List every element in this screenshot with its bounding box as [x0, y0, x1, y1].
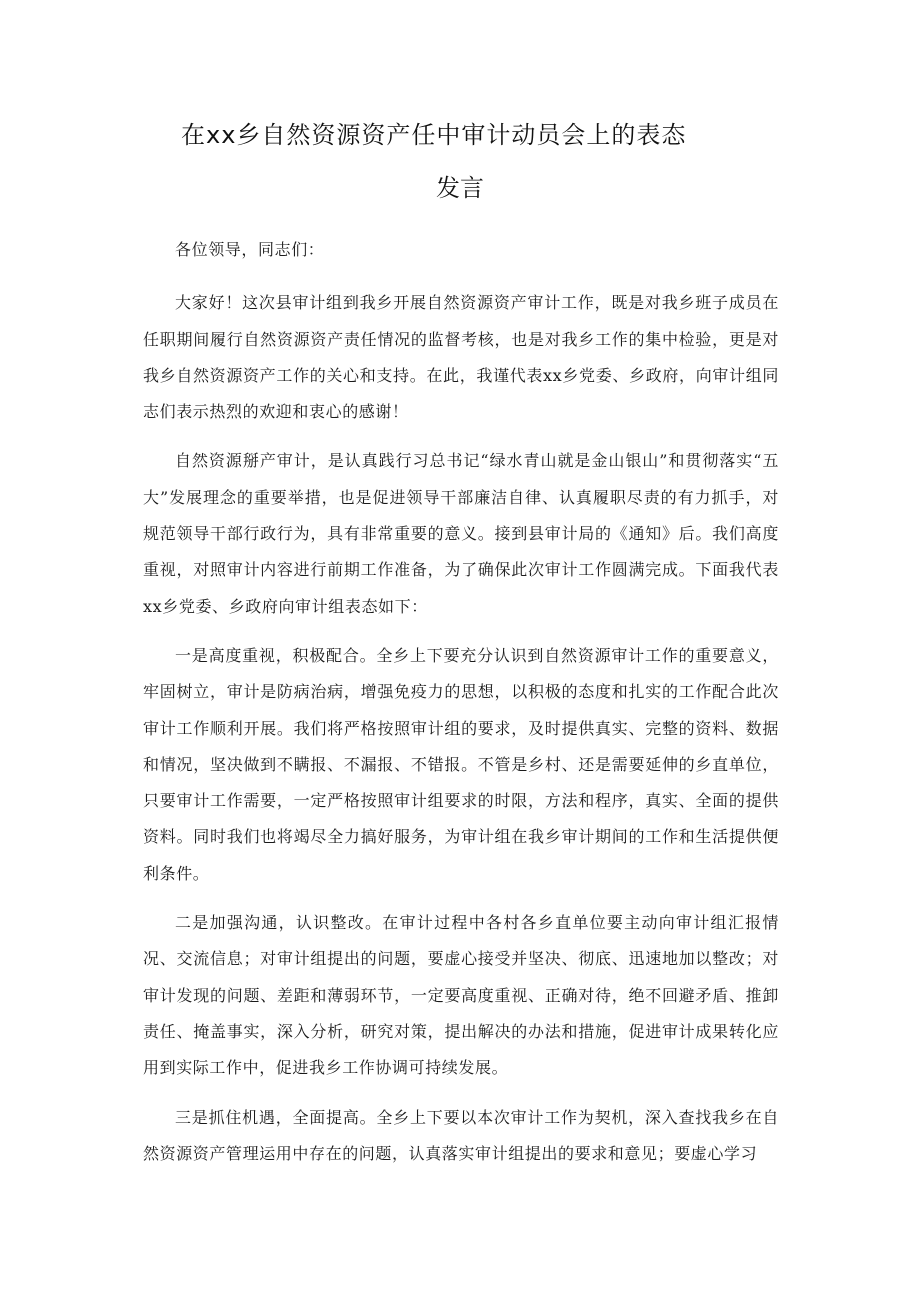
document-title-continued: 发言	[436, 174, 484, 202]
paragraph-welcome: 大家好！这次县审计组到我乡开展自然资源资产审计工作，既是对我乡班子成员在任职期间履行自然资源资产责任情况的监督考核，也是对我乡工作的集中检验，更是对我乡自然资源资产工作的关心和支持。在此，我谨代表xx乡党委、乡政府，向审计组同志们表示热烈的欢迎和衷心的感谢！	[143, 293, 779, 422]
paragraph-point-two: 二是加强沟通，认识整改。在审计过程中各村各乡直单位要主动向审计组汇报情况、交流信息；对审计组提出的问题，要虚心接受并坚决、彻底、迅速地加以整改；对审计发现的问题、差距和薄弱环节，一定要高度重视、正确对待，绝不回避矛盾、推卸责任、掩盖事实，深入分析，研究对策，提出解决的办法和措施，促进审计成果转化应用到实际工作中，促进我乡工作协调可持续发展。	[143, 913, 779, 1078]
document-title: 在xx乡自然资源资产任中审计动员会上的表态	[181, 121, 687, 149]
paragraph-significance: 自然资源掰产审计，是认真践行习总书记“绿水青山就是金山银山”和贯彻落实“五大”发展理念的重要举措，也是促进领导干部廉洁自律、认真履职尽责的有力抓手，对规范领导干部行政行为，具有非常重要的意义。接到县审计局的《通知》后。我们高度重视，对照审计内容进行前期工作准备，为了确保此次审计工作圆满完成。下面我代表xx乡党委、乡政府向审计组表态如下：	[143, 451, 779, 616]
greeting: 各位领导，同志们：	[175, 240, 325, 259]
paragraph-point-three: 三是抓住机遇，全面提高。全乡上下要以本次审计工作为契机，深入查找我乡在自然资源资产管理运用中存在的问题，认真落实审计组提出的要求和意见；要虚心学习	[143, 1107, 779, 1163]
paragraph-point-one: 一是高度重视，积极配合。全乡上下要充分认识到自然资源审计工作的重要意义，牢固树立，审计是防病治病，增强免疫力的思想，以积极的态度和扎实的工作配合此次审计工作顺利开展。我们将严格按照审计组的要求，及时提供真实、完整的资料、数据和情况，坚决做到不瞒报、不漏报、不错报。不管是乡村、还是需要延伸的乡直单位，只要审计工作需要，一定严格按照审计组要求的时限，方法和程序，真实、全面的提供资料。同时我们也将竭尽全力搞好服务，为审计组在我乡审计期间的工作和生活提供便利条件。	[143, 645, 779, 883]
document-body	[143, 232, 779, 1185]
